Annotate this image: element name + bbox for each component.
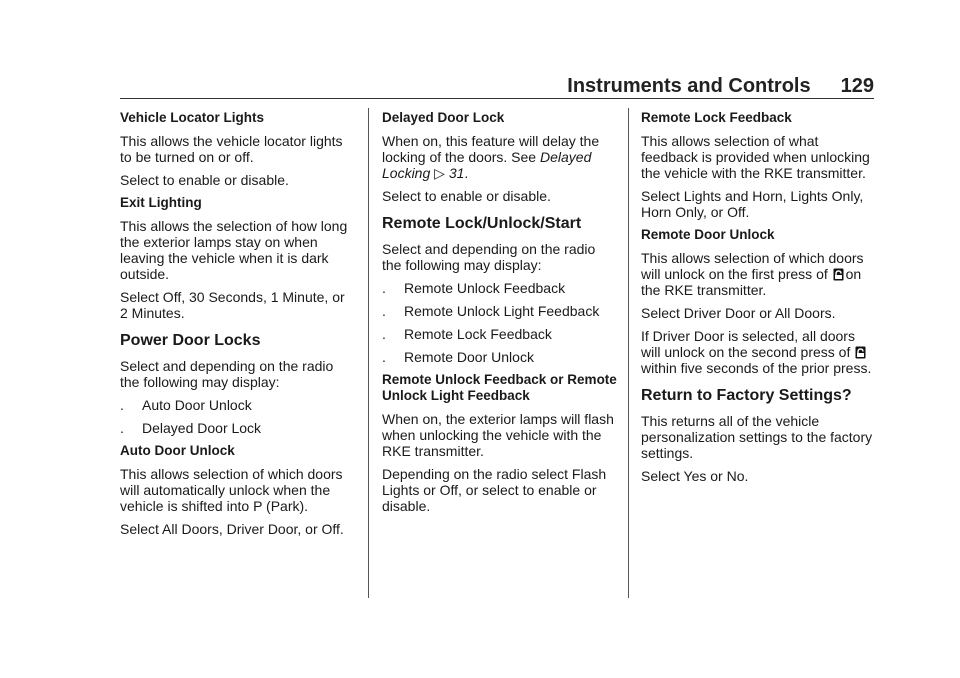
list-item-text: Remote Unlock Feedback xyxy=(404,280,566,296)
page-header xyxy=(120,68,874,98)
remote-door-unlock-heading: Remote Door Unlock xyxy=(641,227,775,242)
list-item xyxy=(120,397,356,413)
return-factory-title: Return to Factory Settings? xyxy=(641,387,852,404)
exit-lighting-heading: Exit Lighting xyxy=(120,195,202,210)
bullet: . xyxy=(382,326,386,342)
unlock-key-icon xyxy=(833,268,844,281)
driver-door-desc xyxy=(641,328,877,376)
remote-intro: Select and depending on the radio the following may display: xyxy=(382,241,596,273)
bullet: . xyxy=(120,397,124,413)
list-item-text: Remote Unlock Light Feedback xyxy=(404,303,600,319)
list-item xyxy=(382,349,618,365)
list-item xyxy=(382,303,618,319)
delayed-door-lock-heading: Delayed Door Lock xyxy=(382,110,505,125)
bullet: . xyxy=(382,349,386,365)
feedback-heading: Remote Unlock Feedback or Remote Unlock Light Feedback xyxy=(382,372,617,403)
page-number: 129 xyxy=(840,75,874,97)
delayed-door-lock-desc: When on, this feature will delay the locking of the doors. See Delayed Locking ▷ 31. xyxy=(382,133,600,181)
page-ref-icon: ▷ xyxy=(434,165,445,181)
auto-door-unlock-select: Select All Doors, Driver Door, or Off. xyxy=(120,521,344,537)
bullet: . xyxy=(382,303,386,319)
list-item-text: Auto Door Unlock xyxy=(142,397,252,413)
remote-lock-feedback-desc: This allows selection of what feedback is provided when unlocking the vehicle with the RKE transmitter. xyxy=(641,133,870,181)
driver-door-desc-pre: If Driver Door is selected, all doors will unlock on the second press of xyxy=(641,328,855,360)
return-factory-select: Select Yes or No. xyxy=(641,468,749,484)
header-divider xyxy=(120,98,874,99)
auto-door-unlock-desc: This allows selection of which doors will automatically unlock when the vehicle is shifted into P (Park). xyxy=(120,466,343,514)
return-factory-desc: This returns all of the vehicle personalization settings to the factory settings. xyxy=(641,413,873,461)
remote-door-unlock-desc xyxy=(641,250,877,298)
delayed-locking-link[interactable]: Delayed Locking xyxy=(382,149,592,181)
remote-door-unlock-desc-post: on the RKE transmitter. xyxy=(641,266,862,298)
power-door-locks-title: Power Door Locks xyxy=(120,332,261,349)
list-item-text: Remote Lock Feedback xyxy=(404,326,552,342)
vehicle-locator-heading: Vehicle Locator Lights xyxy=(120,110,265,125)
list-item xyxy=(382,326,618,342)
remote-lock-unlock-start-title: Remote Lock/Unlock/Start xyxy=(382,215,582,232)
list-item xyxy=(120,420,356,436)
bullet: . xyxy=(382,280,386,296)
exit-lighting-desc: This allows the selection of how long the exterior lamps stay on when leaving the vehicle when it is dark outside. xyxy=(120,218,348,282)
remote-lock-feedback-select: Select Lights and Horn, Lights Only, Horn Only, or Off. xyxy=(641,188,864,220)
auto-door-unlock-heading: Auto Door Unlock xyxy=(120,443,235,458)
bullet: . xyxy=(120,420,124,436)
column-2 xyxy=(382,110,618,521)
vehicle-locator-select: Select to enable or disable. xyxy=(120,172,289,188)
list-item-text: Delayed Door Lock xyxy=(142,420,262,436)
section-title: Instruments and Controls xyxy=(567,75,811,97)
remote-door-unlock-select: Select Driver Door or All Doors. xyxy=(641,305,836,321)
column-3 xyxy=(641,110,877,491)
page-ref-number[interactable]: 31 xyxy=(448,165,465,181)
feedback-desc: When on, the exterior lamps will flash when unlocking the vehicle with the RKE transmitter. xyxy=(382,411,614,459)
list-item xyxy=(382,280,618,296)
column-divider xyxy=(368,108,369,598)
list-item-text: Remote Door Unlock xyxy=(404,349,534,365)
driver-door-desc-post: within five seconds of the prior press. xyxy=(641,360,872,376)
delayed-door-lock-select: Select to enable or disable. xyxy=(382,188,551,204)
exit-lighting-select: Select Off, 30 Seconds, 1 Minute, or 2 Minutes. xyxy=(120,289,345,321)
remote-lock-feedback-heading: Remote Lock Feedback xyxy=(641,110,792,125)
remote-door-unlock-desc-pre: This allows selection of which doors will unlock on the first press of xyxy=(641,250,864,282)
feedback-select: Depending on the radio select Flash Lights or Off, or select to enable or disable. xyxy=(382,466,607,514)
delayed-door-lock-desc-text: When on, this feature will delay the locking of the doors. See xyxy=(382,133,600,165)
column-1 xyxy=(120,110,356,544)
unlock-key-icon xyxy=(855,346,866,359)
power-door-locks-intro: Select and depending on the radio the following may display: xyxy=(120,358,334,390)
column-divider xyxy=(628,108,629,598)
vehicle-locator-desc: This allows the vehicle locator lights to be turned on or off. xyxy=(120,133,343,165)
